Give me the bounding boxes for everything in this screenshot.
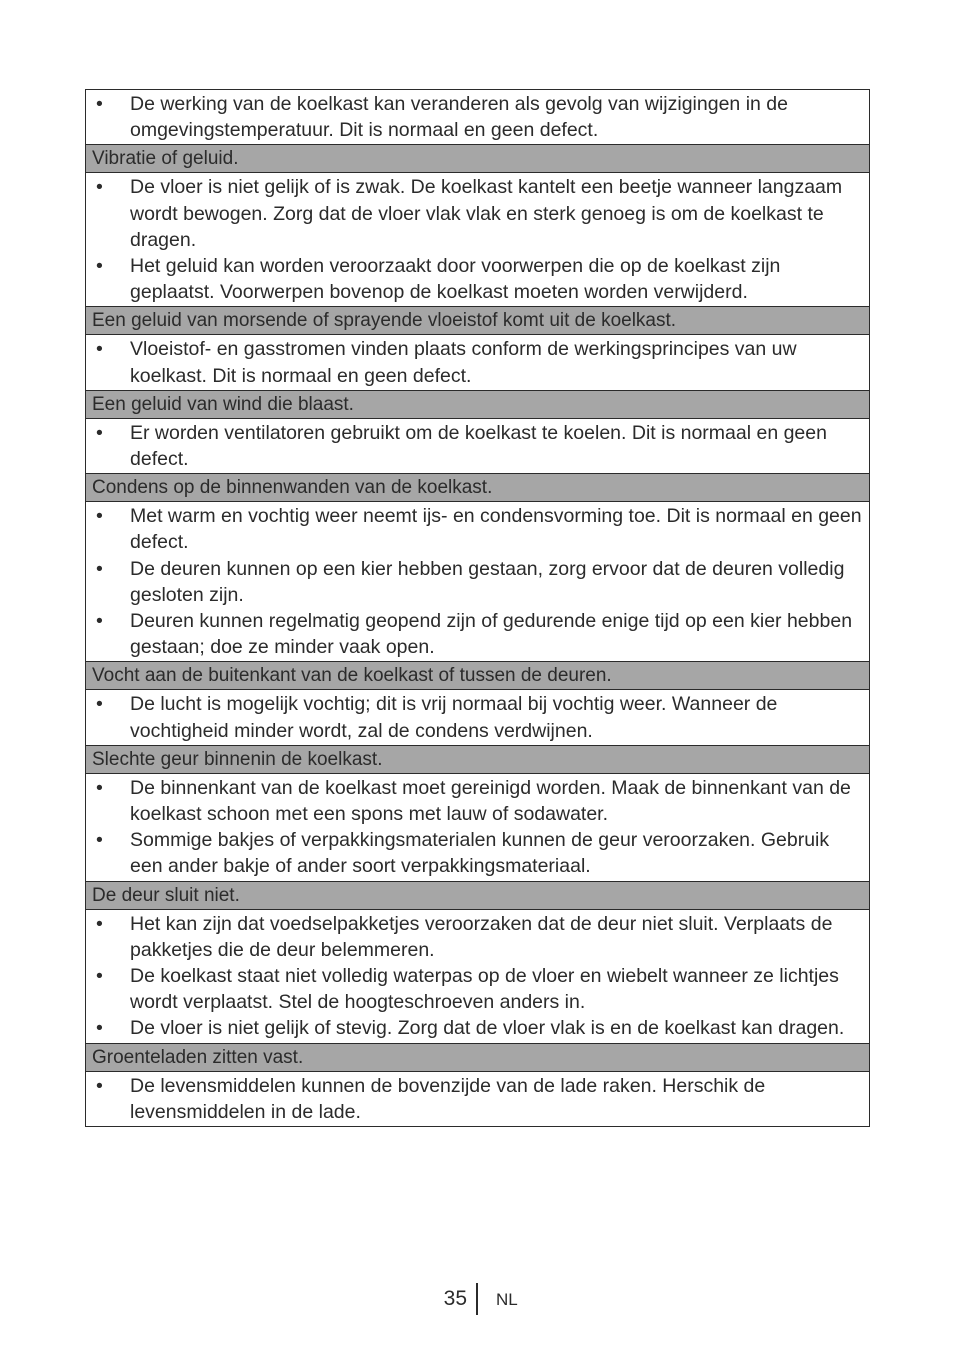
- section-body: [86, 689, 869, 744]
- bullet-icon: •: [96, 338, 103, 361]
- bullet-icon: •: [96, 829, 103, 852]
- list-item: [92, 963, 863, 1015]
- page-footer: [0, 1283, 954, 1315]
- page-number: 35: [443, 1287, 467, 1310]
- section-body: [86, 172, 869, 306]
- section-header: Slechte geur binnenin de koelkast.: [86, 745, 869, 773]
- bullet-list: [92, 503, 863, 660]
- section-body: [86, 90, 869, 144]
- section-body: [86, 501, 869, 661]
- list-item: [92, 253, 863, 305]
- list-item-text: Het kan zijn dat voedselpakketjes veroorzaken dat de deur niet sluit. Verplaats de pakketjes die de deur belemmeren.: [130, 912, 833, 961]
- section-body: [86, 909, 869, 1043]
- section-body: [86, 1071, 869, 1126]
- list-item: [92, 503, 863, 555]
- list-item: [92, 911, 863, 963]
- list-item-text: De levensmiddelen kunnen de bovenzijde van de lade raken. Herschik de levensmiddelen in de lade.: [130, 1074, 766, 1123]
- bullet-list: [92, 691, 863, 743]
- bullet-list: [92, 174, 863, 305]
- bullet-list: [92, 775, 863, 880]
- list-item: [92, 91, 863, 143]
- language-code: NL: [496, 1290, 518, 1309]
- bullet-list: [92, 336, 863, 388]
- list-item-text: Sommige bakjes of verpakkingsmaterialen kunnen de geur veroorzaken. Gebruik een ander bakje of ander soort verpakkingsmateriaal.: [130, 829, 830, 878]
- section-body: [86, 334, 869, 389]
- list-item-text: De koelkast staat niet volledig waterpas op de vloer en wiebelt wanneer ze lichtjes wordt verplaatst. Stel de hoogteschroeven anders in.: [130, 965, 839, 1014]
- list-item: [92, 1015, 863, 1041]
- bullet-list: [92, 1073, 863, 1125]
- footer-divider: [476, 1283, 478, 1315]
- list-item-text: De vloer is niet gelijk of stevig. Zorg dat de vloer vlak is en de koelkast kan dragen.: [130, 1017, 845, 1040]
- section-header: Een geluid van morsende of sprayende vloeistof komt uit de koelkast.: [86, 306, 869, 334]
- bullet-icon: •: [96, 557, 103, 580]
- list-item-text: Het geluid kan worden veroorzaakt door voorwerpen die op de koelkast zijn geplaatst. Voorwerpen bovenop de koelkast moeten worden verwijderd.: [130, 255, 781, 304]
- section-header: Vibratie of geluid.: [86, 144, 869, 172]
- list-item: [92, 608, 863, 660]
- section-body: [86, 773, 869, 881]
- list-item: [92, 420, 863, 472]
- list-item: [92, 556, 863, 608]
- list-item: [92, 827, 863, 879]
- list-item: [92, 775, 863, 827]
- list-item: [92, 691, 863, 743]
- section-header: Condens op de binnenwanden van de koelkast.: [86, 473, 869, 501]
- bullet-icon: •: [96, 610, 103, 633]
- bullet-icon: •: [96, 93, 103, 115]
- bullet-icon: •: [96, 255, 103, 278]
- list-item-text: Er worden ventilatoren gebruikt om de koelkast te koelen. Dit is normaal en geen defect.: [130, 421, 827, 471]
- bullet-icon: •: [96, 693, 103, 716]
- list-item-text: Deuren kunnen regelmatig geopend zijn of gedurende enige tijd op een kier hebben gestaan; doe ze minder vaak open.: [130, 610, 853, 659]
- list-item-text: De vloer is niet gelijk of is zwak. De koelkast kantelt een beetje wanneer langzaam wordt bewogen. Zorg dat de vloer vlak vlak en sterk genoeg is om de koelkast te dragen.: [130, 176, 843, 251]
- bullet-icon: •: [96, 421, 103, 444]
- section-header: De deur sluit niet.: [86, 881, 869, 909]
- list-item-text: Vloeistof- en gasstromen vinden plaats conform de werkingsprincipes van uw koelkast. Dit is normaal en geen defect.: [130, 338, 797, 387]
- bullet-icon: •: [96, 1017, 103, 1040]
- list-item: [92, 174, 863, 253]
- list-item-text: De lucht is mogelijk vochtig; dit is vrij normaal bij vochtig weer. Wanneer de vochtigheid minder wordt, zal de condens verdwijnen.: [130, 693, 778, 742]
- list-item: [92, 1073, 863, 1125]
- bullet-list: [92, 420, 863, 472]
- bullet-icon: •: [96, 176, 103, 199]
- bullet-list: [92, 91, 863, 143]
- list-item-text: De binnenkant van de koelkast moet gereinigd worden. Maak de binnenkant van de koelkast schoon met een spons met lauw of sodawater.: [130, 776, 851, 826]
- bullet-list: [92, 911, 863, 1042]
- troubleshooting-table: [85, 89, 870, 1127]
- bullet-icon: •: [96, 912, 103, 935]
- section-header: Groenteladen zitten vast.: [86, 1043, 869, 1071]
- bullet-icon: •: [96, 965, 103, 988]
- list-item-text: Met warm en vochtig weer neemt ijs- en condensvorming toe. Dit is normaal en geen defect.: [130, 505, 862, 554]
- list-item: [92, 336, 863, 388]
- list-item-text: De deuren kunnen op een kier hebben gestaan, zorg ervoor dat de deuren volledig gesloten zijn.: [130, 557, 845, 606]
- section-body: [86, 418, 869, 473]
- bullet-icon: •: [96, 1074, 103, 1097]
- section-header: Een geluid van wind die blaast.: [86, 390, 869, 418]
- section-header: Vocht aan de buitenkant van de koelkast of tussen de deuren.: [86, 661, 869, 689]
- bullet-icon: •: [96, 776, 103, 799]
- bullet-icon: •: [96, 505, 103, 528]
- list-item-text: De werking van de koelkast kan veranderen als gevolg van wijzigingen in de omgevingstemperatuur. Dit is normaal en geen defect.: [130, 93, 788, 142]
